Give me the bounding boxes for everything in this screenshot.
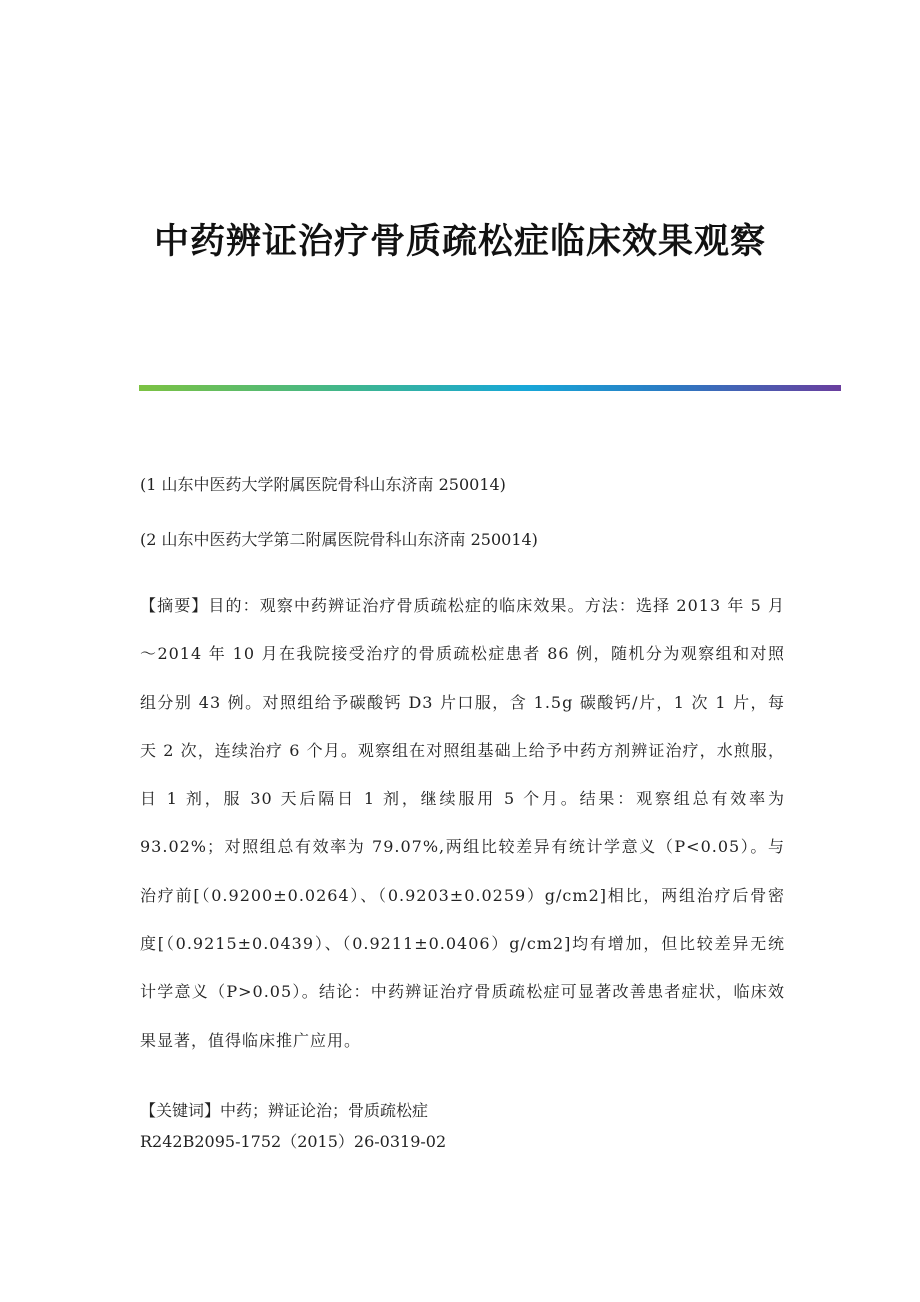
abstract-paragraph [140,582,785,1065]
affiliation-1: (1 山东中医药大学附属医院骨科山东济南 250014) [140,475,506,494]
keywords-text: 中药；辨证论治；骨质疏松症 [220,1101,429,1120]
abstract-label: 【摘要】 [140,596,209,615]
affiliation-2: (2 山东中医药大学第二附属医院骨科山东济南 250014) [140,530,538,549]
classification-code: R242B2095-1752（2015）26-0319-02 [140,1132,447,1151]
keywords-label: 【关键词】 [140,1101,221,1120]
keywords-line [140,1099,785,1123]
gradient-divider [139,385,841,391]
document-title: 中药辨证治疗骨质疏松症临床效果观察 [153,222,766,262]
abstract-text: 目的：观察中药辨证治疗骨质疏松症的临床效果。方法：选择 2013 年 5 月～2014 年 10 月在我院接受治疗的骨质疏松症患者 86 例，随机分为观察组和对照组分别 43 例。对照组给予碳酸钙 D3 片口服，含 1.5g 碳酸钙/片，1 次 1 片，每天 2 次，连续治疗 6 个月。观察组在对照组基础上给予中药方剂辨证治疗，水煎服，日 1 剂，服 30 天后隔日 1 剂，继续服用 5 个月。结果：观察组总有效率为 93.02%；对照组总有效率为 79.07%,两组比较差异有统计学意义（P<0.05）。与治疗前[（0.9200±0.0264）、（0.9203±0.0259）g/cm2]相比，两组治疗后骨密度[（0.9215±0.0439）、（0.9211±0.0406）g/cm2]均有增加，但比较差异无统计学意义（P>0.05）。结论：中药辨证治疗骨质疏松症可显著改善患者症状，临床效果显著，值得临床推广应用。 [140,596,785,1050]
